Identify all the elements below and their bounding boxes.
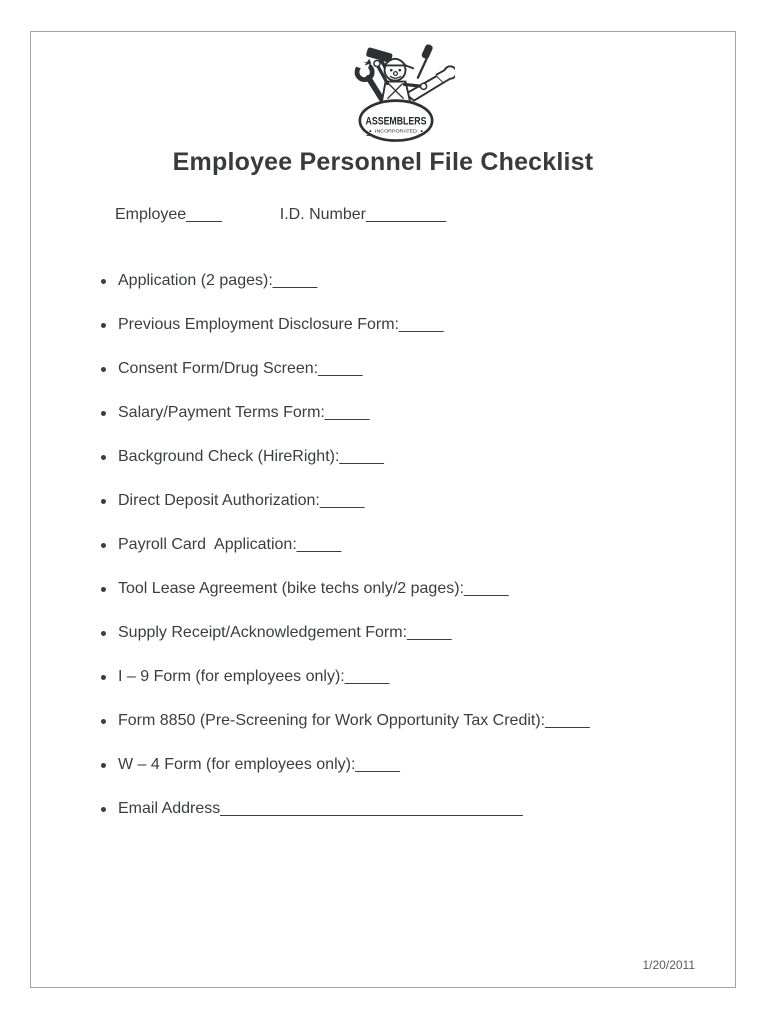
- checklist-item-label: Salary/Payment Terms Form:: [118, 404, 325, 421]
- checklist-item-label: Email Address: [118, 800, 221, 817]
- checklist-item: [100, 711, 735, 731]
- logo-name-text: ASSEMBLERS: [365, 115, 427, 128]
- checklist: [31, 271, 735, 819]
- employee-label: Employee: [115, 206, 187, 223]
- bullet-icon: [101, 455, 106, 460]
- checklist-item-blank: __________________________________: [220, 800, 523, 817]
- checklist-item-label: Tool Lease Agreement (bike techs only/2 pages):: [118, 580, 464, 597]
- bullet-icon: [101, 719, 106, 724]
- bullet-icon: [101, 587, 106, 592]
- checklist-item: [100, 315, 735, 335]
- checklist-item-label: Form 8850 (Pre-Screening for Work Opportunity Tax Credit):: [118, 712, 546, 729]
- checklist-item-blank: _____: [319, 492, 365, 509]
- checklist-item-label: Direct Deposit Authorization:: [118, 492, 320, 509]
- checklist-item: [100, 755, 735, 775]
- checklist-item-label: W – 4 Form (for employees only):: [118, 756, 356, 773]
- page-title: Employee Personnel File Checklist: [172, 148, 594, 176]
- bullet-icon: [101, 499, 106, 504]
- checklist-item-blank: _____: [324, 404, 370, 421]
- checklist-item-label: Previous Employment Disclosure Form:: [118, 316, 399, 333]
- bullet-icon: [101, 543, 106, 548]
- bullet-icon: [101, 367, 106, 372]
- checklist-item: [100, 623, 735, 643]
- checklist-item-label: Consent Form/Drug Screen:: [118, 360, 319, 377]
- employee-id-line: [31, 205, 735, 225]
- bullet-icon: [101, 411, 106, 416]
- bullet-icon: [101, 323, 106, 328]
- checklist-item: [100, 271, 735, 291]
- checklist-item-label: Background Check (HireRight):: [118, 448, 340, 465]
- checklist-item: [100, 535, 735, 555]
- bullet-icon: [101, 279, 106, 284]
- checklist-item-blank: _____: [318, 360, 363, 377]
- checklist-item-blank: _____: [545, 712, 590, 729]
- checklist-item-label: I – 9 Form (for employees only):: [118, 668, 345, 685]
- checklist-item-label: Supply Receipt/Acknowledgement Form:: [118, 624, 408, 641]
- footer-date: 1/20/2011: [642, 958, 695, 972]
- bullet-icon: [101, 675, 106, 680]
- checklist-item-label: Application (2 pages):: [118, 272, 273, 289]
- logo-subtitle-text: INCORPORATED: [375, 129, 413, 135]
- checklist-item-label: Payroll Card Application:: [118, 536, 297, 553]
- bullet-icon: [101, 807, 106, 812]
- checklist-item-blank: _____: [407, 624, 452, 641]
- handyman-mascot-icon: [337, 43, 455, 143]
- checklist-item: [100, 491, 735, 511]
- checklist-item-blank: _____: [272, 272, 318, 289]
- checklist-item: [100, 447, 735, 467]
- checklist-item: [100, 667, 735, 687]
- checklist-item: [100, 359, 735, 379]
- checklist-item: [100, 799, 735, 819]
- bullet-icon: [101, 631, 106, 636]
- logo-container: [31, 32, 735, 143]
- checklist-item: [100, 403, 735, 423]
- bullet-icon: [101, 763, 106, 768]
- checklist-item-blank: _____: [339, 448, 384, 465]
- checklist-item-blank: _____: [296, 536, 342, 553]
- assemblers-logo-icon: [337, 43, 455, 148]
- checklist-item-blank: _____: [463, 580, 509, 597]
- employee-blank-line: ____: [186, 206, 222, 223]
- checklist-item: [100, 579, 735, 599]
- document-page: [30, 31, 736, 988]
- checklist-item-blank: _____: [398, 316, 444, 333]
- id-number-label: I.D. Number: [279, 206, 366, 223]
- checklist-item-blank: _____: [344, 668, 390, 685]
- id-number-blank-line: _________: [366, 206, 447, 223]
- checklist-item-blank: _____: [355, 756, 400, 773]
